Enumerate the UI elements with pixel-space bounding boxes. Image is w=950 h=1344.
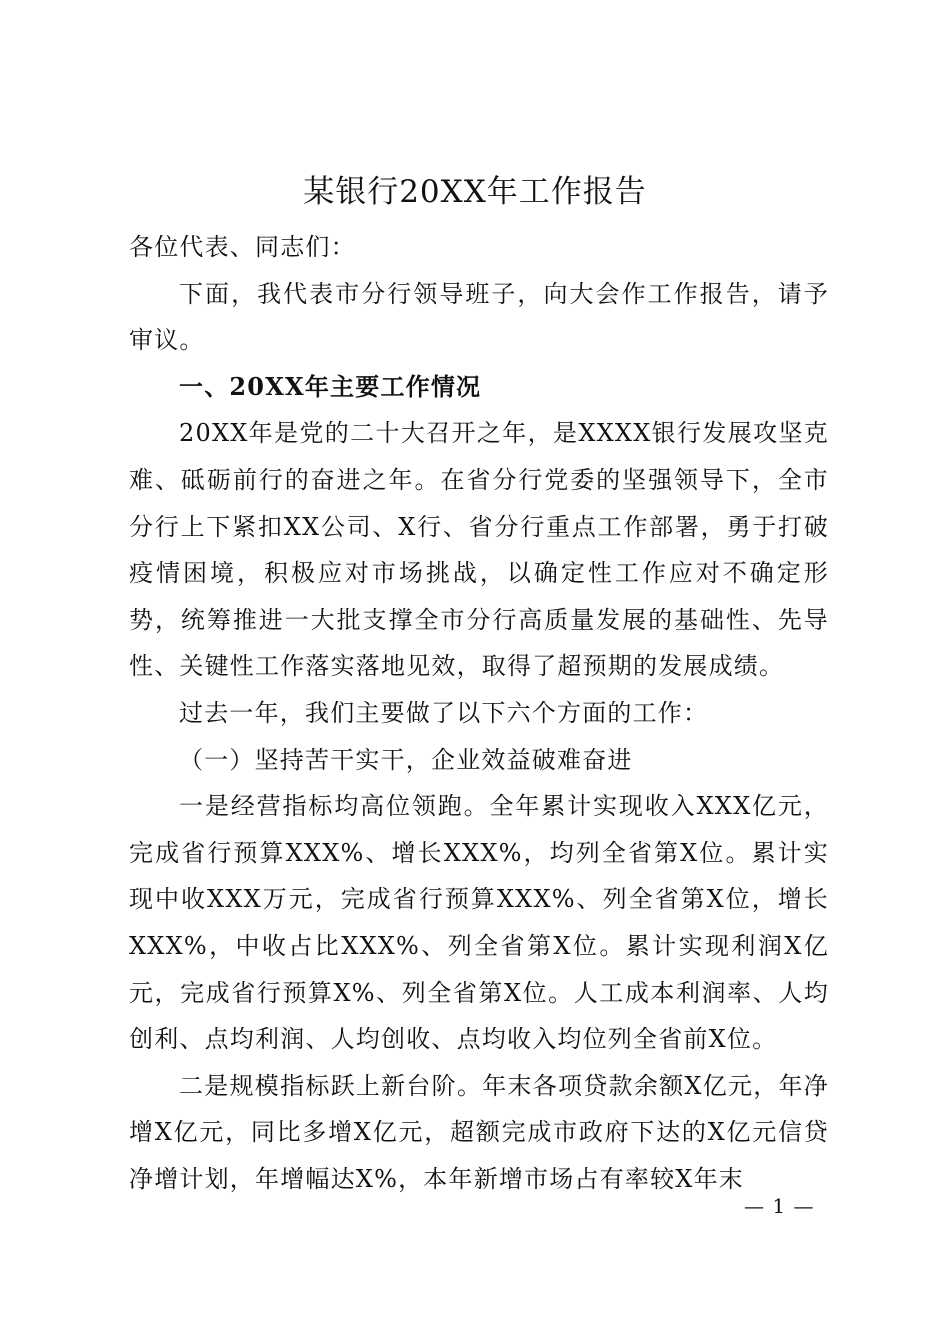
page-number: — 1 — bbox=[744, 1194, 815, 1218]
intro-paragraph: 下面，我代表市分行领导班子，向大会作工作报告，请予审议。 bbox=[129, 279, 829, 355]
section-paragraph: 20XX年是党的二十大召开之年，是XXXX银行发展攻坚克难、砥砺前行的奋进之年。在省分行党委的坚强领导下，全市分行上下紧扣XX公司、X行、省分行重点工作部署，勇于打破疫情困境，积极应对市场挑战，以确定性工作应对不确定形势，统筹推进一大批支撑全市分行高质量发展的基础性、先导性、关键性工作落实落地见效，取得了超预期的发展成绩。 bbox=[129, 419, 829, 681]
point-paragraph-1: 一是经营指标均高位领跑。全年累计实现收入XXX亿元，完成省行预算XXX%、增长XXX%，均列全省第X位。累计实现中收XXX万元，完成省行预算XXX%、列全省第X位，增长XXX%，中收占比XXX%、列全省第X位。累计实现利润X亿元，完成省行预算X%、列全省第X位。人工成本利润率、人均创利、点均利润、人均创收、点均收入均位列全省前X位。 bbox=[129, 792, 829, 1054]
summary-paragraph: 过去一年，我们主要做了以下六个方面的工作： bbox=[179, 698, 709, 727]
point-paragraph-2: 二是规模指标跃上新台阶。年末各项贷款余额X亿元，年净增X亿元，同比多增X亿元，超额完成市政府下达的X亿元信贷净增计划，年增幅达X%，本年新增市场占有率较X年末 bbox=[129, 1071, 829, 1193]
section-heading: 一、20XX年主要工作情况 bbox=[179, 371, 482, 401]
document-title: 某银行20XX年工作报告 bbox=[303, 174, 647, 210]
subsection-heading: （一）坚持苦干实干，企业效益破难奋进 bbox=[179, 745, 633, 774]
document-body bbox=[129, 224, 829, 1202]
salutation: 各位代表、同志们： bbox=[129, 233, 356, 261]
